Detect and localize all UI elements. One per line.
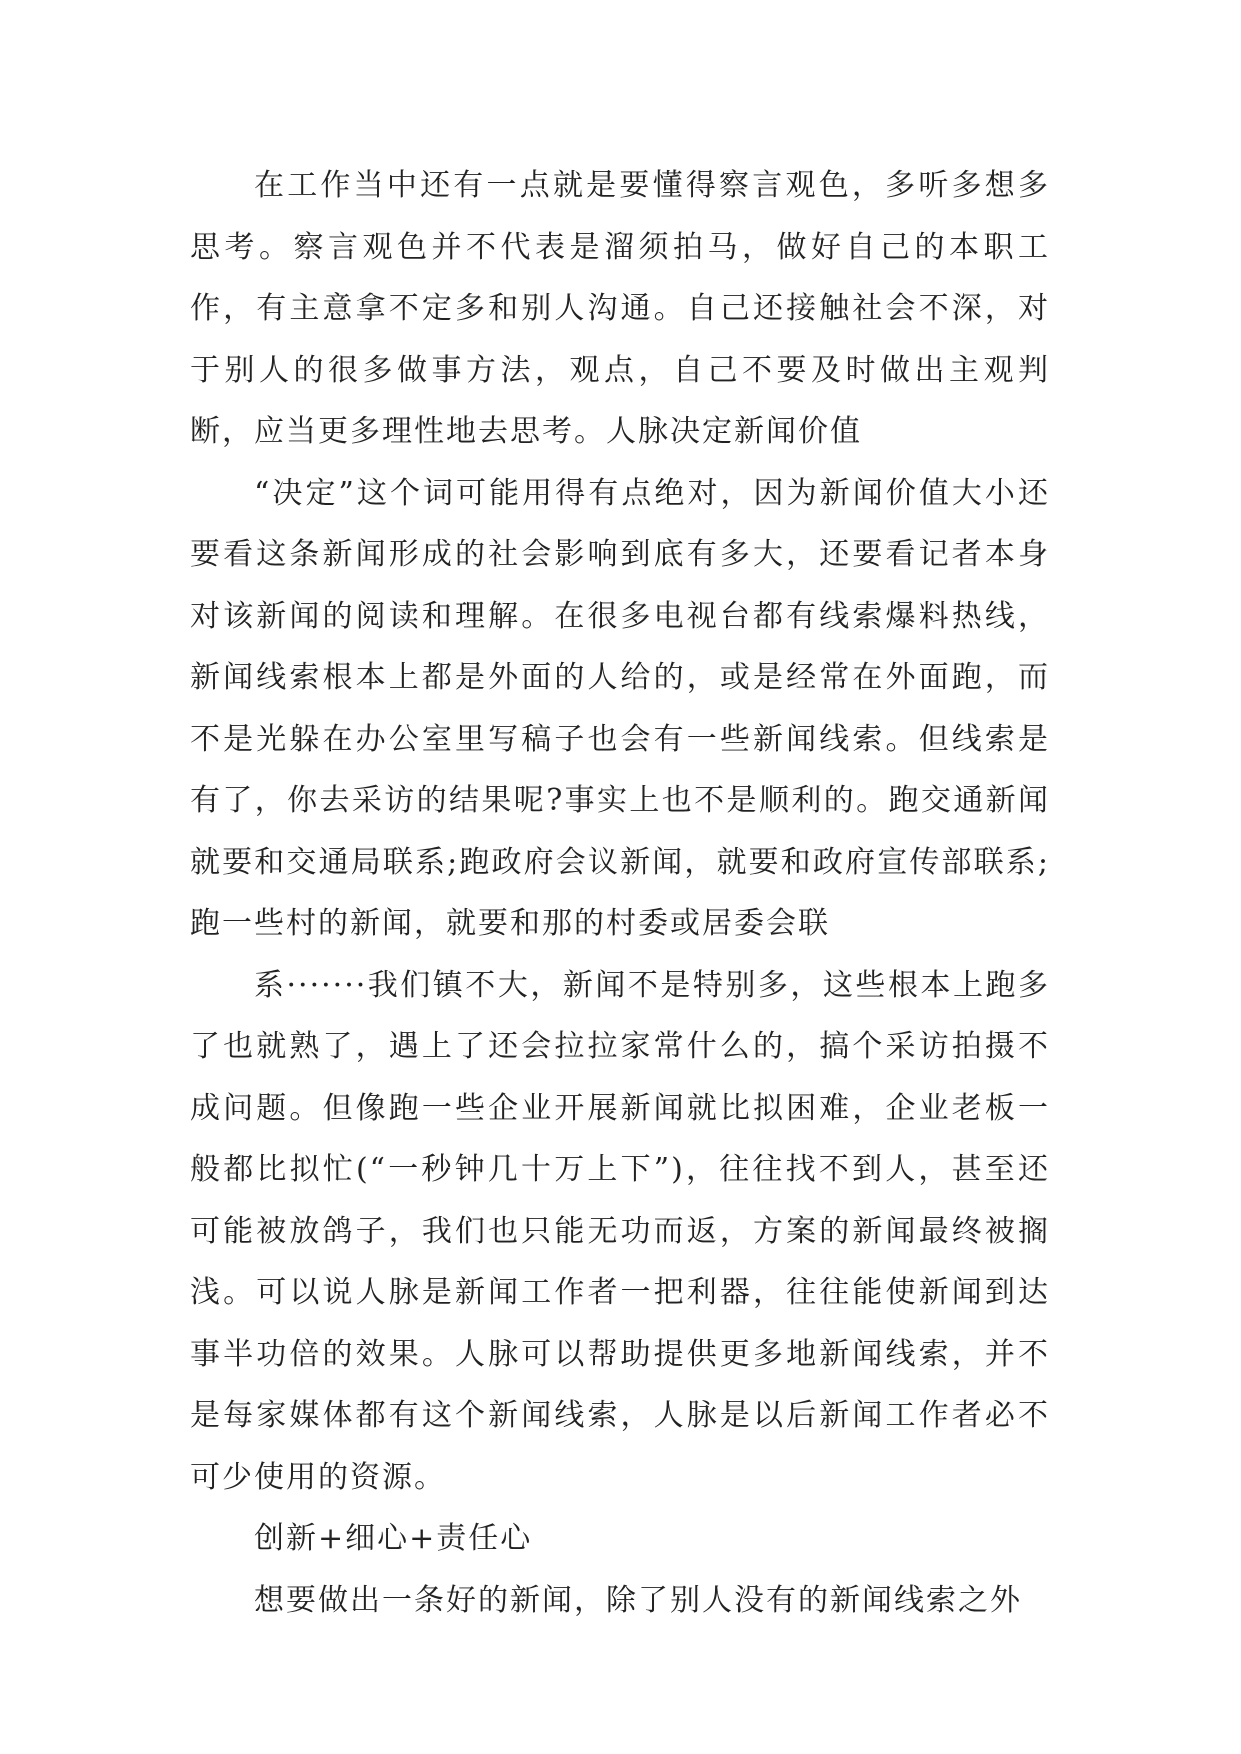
document-body — [190, 155, 1050, 1631]
paragraph-contacts-enterprise: 系·······我们镇不大，新闻不是特别多，这些根本上跑多了也就熟了，遇上了还会拉拉家常什么的，搞个采访拍摄不成问题。但像跑一些企业开展新闻就比拟困难，企业老板一般都比拟忙(“一秒钟几十万上下”)，往往找不到人，甚至还可能被放鸽子，我们也只能无功而返，方案的新闻最终被搁浅。可以说人脉是新闻工作者一把利器，往往能使新闻到达事半功倍的效果。人脉可以帮助提供更多地新闻线索，并不是每家媒体都有这个新闻线索，人脉是以后新闻工作者必不可少使用的资源。 — [190, 967, 1050, 1495]
paragraph-observation: 在工作当中还有一点就是要懂得察言观色，多听多想多思考。察言观色并不代表是溜须拍马，做好自己的本职工作，有主意拿不定多和别人沟通。自己还接触社会不深，对于别人的很多做事方法，观点，自己不要及时做出主观判断，应当更多理性地去思考。人脉决定新闻价值 — [190, 168, 1050, 449]
paragraph-good-news: 想要做出一条好的新闻，除了别人没有的新闻线索之外 — [254, 1582, 1022, 1618]
paragraph-contacts-decide-value: “决定”这个词可能用得有点绝对，因为新闻价值大小还要看这条新闻形成的社会影响到底有多大，还要看记者本身对该新闻的阅读和理解。在很多电视台都有线索爆料热线，新闻线索根本上都是外面的人给的，或是经常在外面跑，而不是光躲在办公室里写稿子也会有一些新闻线索。但线索是有了，你去采访的结果呢?事实上也不是顺利的。跑交通新闻就要和交通局联系;跑政府会议新闻，就要和政府宣传部联系;跑一些村的新闻，就要和那的村委或居委会联 — [190, 475, 1050, 941]
section-heading-innovation: 创新+细心+责任心 — [254, 1521, 533, 1556]
